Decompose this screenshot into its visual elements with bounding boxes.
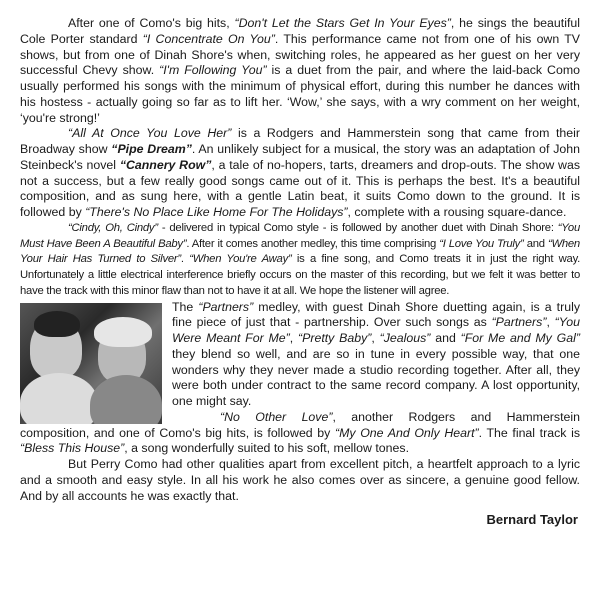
paragraph-2: “All At Once You Love Her” is a Rodgers and Hammerstein song that came from their Broadway show “Pipe Dream”. An unlikely subject for a musical, the story was an adaptation of John Steinbeck's novel “Cannery Row”, a tale of no-hopers, tarts, dreamers and drop-outs. The show was not a success, but a few really good songs came out of it. This is perhaps the best. It's a beautiful composition, and as sung here, with a gentle Latin beat, it suits Como down to the ground. It is followed by “There's No Place Like Home For The Holidays”, complete with a rousing square-dance. xyxy=(20,126,580,219)
paragraph-6: But Perry Como had other qualities apart from excellent pitch, a heartfelt approach to a lyric and a smooth and easy style. In all his work he also comes over as sincere, a genuine good fellow. And by all accounts he was exactly that. xyxy=(20,457,580,503)
paragraph-4: The “Partners” medley, with guest Dinah Shore duetting again, is a truly fine piece of just that - partnership. Over such songs as “Partners”, “You Were Meant For Me”, “Pretty Baby”, “Jealous” and “For Me and My Gal” they blend so well, and are so in tune in every possible way, that one wonders why they never made a studio recording together. After all, they were both under contract to the same record company. A lost opportunity, one might say. xyxy=(172,299,580,408)
paragraph-1: After one of Como's big hits, “Don't Let the Stars Get In Your Eyes”, he sings the beautiful Cole Porter standard “I Concentrate On You”. This performance came not from one of his own TV shows, but from one of Dinah Shore's when, switching roles, he appeared as her guest on her very successful Chevy show. “I'm Following You” is a duet from the pair, and where the laid-back Como usually performed his songs with the minimum of physical effort, during this number he dances with his hostess - actually going so far as to lift her. ‘Wow,’ she says, with a wry comment on her weight, ‘you're strong!’ xyxy=(20,16,581,125)
como-shore-photo xyxy=(20,303,162,424)
paragraph-3: “Cindy, Oh, Cindy” - delivered in typical Como style - is followed by another duet with Dinah Shore: “You Must Have Been A Beautiful Baby”. After it comes another medley, this time comprising “I Love You Truly” and “When Your Hair Has Turned to Silver”. “When You're Away” is a fine song, and Como treats it in just the right way. Unfortunately a little electrical interference briefly occurs on the master of this recording, but we felt it was better to have the track with this minor flaw than not to have it at all. We hope the listener will agree. xyxy=(20,221,581,297)
liner-notes xyxy=(20,16,580,528)
author-signature: Bernard Taylor xyxy=(486,512,578,528)
paragraph-5: “No Other Love”, another Rodgers and Hammerstein composition, and one of Como's big hits, is followed by “My One And Only Heart”. The final track is “Bless This House”, a song wonderfully suited to his soft, mellow tones. xyxy=(20,409,580,456)
